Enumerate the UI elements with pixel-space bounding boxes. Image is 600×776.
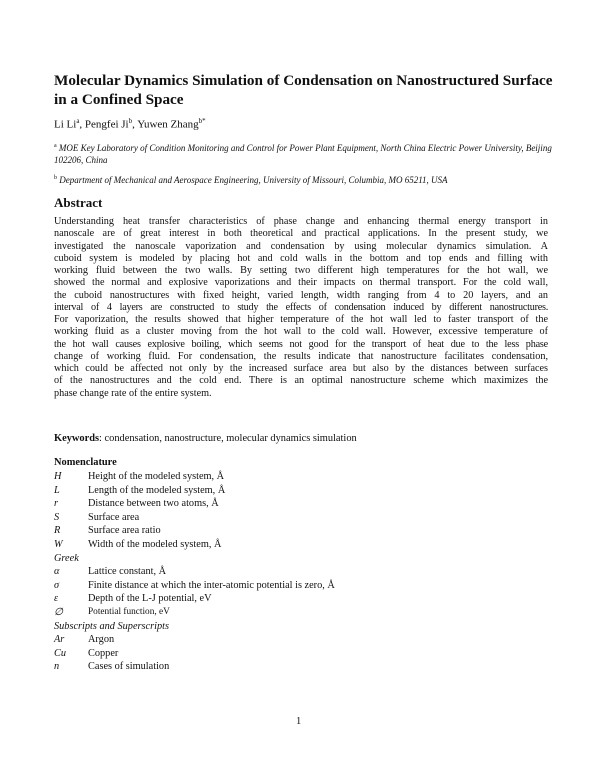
abstract-body (54, 216, 548, 400)
definition: Height of the modeled system, Å (88, 471, 225, 482)
affil-text: MOE Key Laboratory of Condition Monitoring and Control for Power Plant Equipment, North China Electric Power University, Beijing 102206, China (54, 143, 552, 166)
paper-title: Molecular Dynamics Simulation of Condensation on Nanostructured Surface in a Confined Space (54, 72, 553, 108)
definition: Lattice constant, Å (88, 566, 167, 578)
symbol: R (54, 525, 61, 537)
definition: Length of the modeled system, Å (88, 484, 226, 496)
definition: Surface area ratio (88, 525, 161, 537)
abstract-line: phase change rate of the entire system. (54, 387, 212, 399)
author-affil-mark: b* (198, 117, 206, 125)
nomenclature-row (54, 511, 454, 525)
nomenclature-row (54, 538, 454, 552)
symbol: r (54, 498, 59, 510)
nomenclature-row (54, 592, 454, 606)
symbol: n (54, 661, 60, 673)
definition: Surface area (88, 511, 140, 523)
symbol: W (54, 538, 63, 550)
abstract-line: Understanding heat transfer characteristics of phase change and enhancing thermal energy transport in (54, 216, 548, 227)
abstract-line: the hot wall causes explosive boiling, which seems not good for the transport of heat due to the less phase (54, 338, 548, 350)
affil-mark: a (54, 143, 57, 149)
symbol: Ar (54, 634, 65, 646)
nomenclature-row (54, 497, 454, 511)
author-name: Pengfei Ji (84, 118, 129, 131)
abstract-line: investigated the nanoscale vaporization and condensation by using molecular dynamics simulation. A (54, 240, 548, 252)
greek-heading: Greek (54, 552, 79, 564)
symbol: Cu (54, 647, 67, 659)
author-name: Li Li (54, 118, 77, 131)
symbol: H (54, 471, 62, 482)
symbol: ε (54, 593, 59, 605)
nomenclature-row (54, 660, 454, 674)
nomenclature-row (54, 647, 454, 661)
nomenclature-row (54, 524, 454, 538)
abstract-line: showed the normal and explosive vaporizations and their impacts on thermal transport. For the cold wall, (54, 277, 548, 289)
abstract-line: the cuboid nanostructures with fixed height, varied length, width ranging from 4 to 20 layers, and an (54, 289, 548, 301)
definition: Distance between two atoms, Å (88, 498, 219, 510)
abstract-line: working fluid as a cluster moving from the hot wall to the cold wall. However, excessive temperature of (54, 326, 548, 338)
symbol: L (54, 484, 60, 496)
abstract-line: For vaporization, the results showed that higher temperature of the hot wall led to faster transport of the (54, 314, 548, 325)
author-list (54, 117, 206, 131)
definition: Finite distance at which the inter-atomic potential is zero, Å (88, 579, 335, 591)
nomenclature-row (54, 484, 454, 498)
affiliation-b (54, 172, 554, 186)
page-number: 1 (296, 716, 302, 727)
symbol: σ (54, 579, 60, 591)
definition: Cases of simulation (88, 661, 170, 673)
nomenclature-row (54, 470, 454, 484)
definition: Width of the modeled system, Å (88, 538, 222, 550)
abstract-line: which could be affected not only by the increased surface area but also by the distances between surfaces (54, 363, 548, 374)
affiliation-a (54, 140, 554, 167)
keywords (54, 433, 357, 444)
author-separator: , (79, 118, 85, 131)
keywords-label: Keywords (54, 433, 100, 444)
symbol: α (54, 566, 60, 578)
nomenclature-row (54, 633, 454, 647)
author-affil-mark: b (128, 117, 133, 125)
nomenclature-row (54, 606, 454, 620)
author-name: Yuwen Zhang (137, 118, 199, 131)
definition: Potential function, eV (88, 606, 170, 617)
subscripts-heading: Subscripts and Superscripts (54, 620, 169, 632)
abstract-line: of the nanostructures and the cold end. There is an optimal nanostructure scheme which maximizes the (54, 375, 548, 387)
abstract-line: working fluid between the two walls. By setting two different high temperatures for the hot wall, we (54, 265, 548, 276)
author-affil-mark: a (76, 117, 80, 125)
symbol: ∅ (54, 606, 63, 618)
nomenclature-row (54, 579, 454, 593)
definition: Argon (88, 634, 115, 646)
definition: Copper (88, 647, 119, 659)
affil-mark: b (54, 175, 57, 181)
keywords-text: : condensation, nanostructure, molecular dynamics simulation (99, 433, 357, 444)
abstract-line: nanoscale are of great interest in both theoretical and practical applications. In the present study, we (54, 228, 548, 240)
symbol: S (54, 511, 60, 523)
abstract-line: change of working fluid. For condensation, the results indicate that nanostructure facilitates condensation, (54, 350, 548, 362)
affil-text: Department of Mechanical and Aerospace Engineering, University of Missouri, Columbia, MO 65211, USA (59, 175, 448, 185)
author-separator: , (132, 118, 138, 131)
nomenclature-heading: Nomenclature (54, 457, 117, 468)
definition: Depth of the L-J potential, eV (88, 593, 212, 605)
abstract-line: interval of 4 layers are constructed to study the effects of condensation induced by different nanostructures. (54, 301, 548, 313)
abstract-line: cuboid system is modeled by placing hot and cold walls in the bottom and top ends and filling with (54, 252, 548, 264)
nomenclature-list (54, 470, 454, 674)
abstract-heading: Abstract (54, 195, 103, 210)
nomenclature-row (54, 565, 454, 579)
